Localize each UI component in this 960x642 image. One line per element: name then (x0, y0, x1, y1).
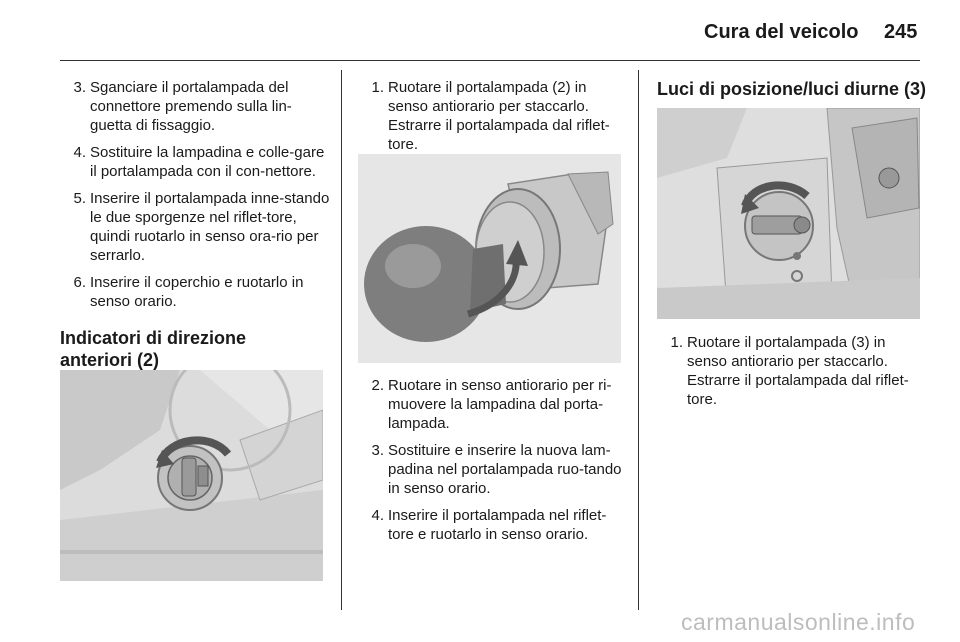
step-number: 3. (371, 442, 384, 459)
step-number: 1. (670, 334, 683, 351)
list-item (60, 273, 332, 311)
front-indicator-illustration (60, 370, 323, 581)
position-lamp-illustration (657, 108, 920, 319)
step-number: 6. (73, 274, 86, 291)
list-item (358, 506, 630, 544)
figure-front-indicator-lamp (60, 370, 323, 581)
section-title-position-lights: Luci di posizione/luci diurne (3) (657, 79, 927, 99)
col2-steps-bottom (358, 376, 630, 544)
list-item (657, 333, 925, 409)
step-text: Sostituire la lampadina e colle-gare il portalampada con il con-nettore. (90, 144, 325, 180)
step-text: Inserire il portalampada inne-stando le due sporgenze nel riflet-tore, quindi ruotarlo in senso ora-rio per serrarlo. (90, 190, 330, 264)
step-text: Inserire il portalampada nel riflet-tore e ruotarlo in senso orario. (388, 507, 607, 543)
column-divider-2 (638, 70, 639, 610)
figure-bulb-holder (358, 154, 621, 363)
step-number: 2. (371, 377, 384, 394)
step-text: Ruotare il portalampada (2) in senso antiorario per staccarlo. Estrarre il portalampada dal riflet-tore. (388, 79, 610, 153)
column-2 (358, 78, 630, 162)
step-number: 1. (371, 79, 384, 96)
step-number: 5. (73, 190, 86, 207)
step-number: 4. (371, 507, 384, 524)
column-divider-1 (341, 70, 342, 610)
step-text: Ruotare il portalampada (3) in senso antiorario per staccarlo. Estrarre il portalampada dal riflet-tore. (687, 334, 909, 408)
step-number: 4. (73, 144, 86, 161)
step-text: Ruotare in senso antiorario per ri-muovere la lampadina dal porta-lampada. (388, 377, 612, 432)
bulb-holder-illustration (358, 154, 621, 363)
list-item (358, 78, 630, 154)
watermark: carmanualsonline.info (681, 609, 916, 635)
running-header-title: Cura del veicolo (704, 21, 859, 43)
col3-steps (657, 333, 925, 409)
col2-steps-top (358, 78, 630, 154)
column-3-lower (657, 333, 925, 417)
figure-position-lamp (657, 108, 920, 319)
column-1 (60, 78, 332, 385)
list-item (358, 376, 630, 433)
section-title-front-indicators: Indicatori di direzione anteriori (2) (60, 328, 247, 370)
step-text: Inserire il coperchio e ruotarlo in senso orario. (90, 274, 304, 310)
list-item (60, 143, 332, 181)
list-item (60, 78, 332, 135)
column-2-lower (358, 376, 630, 552)
page-number: 245 (884, 21, 918, 43)
col1-steps (60, 78, 332, 311)
step-number: 3. (73, 79, 86, 96)
list-item (60, 189, 332, 265)
step-text: Sganciare il portalampada del connettore premendo sulla lin-guetta di fissaggio. (90, 79, 292, 134)
step-text: Sostituire e inserire la nuova lam-padina nel portalampada ruo-tando in senso orario. (388, 442, 622, 497)
header-rule (60, 60, 920, 61)
list-item (358, 441, 630, 498)
